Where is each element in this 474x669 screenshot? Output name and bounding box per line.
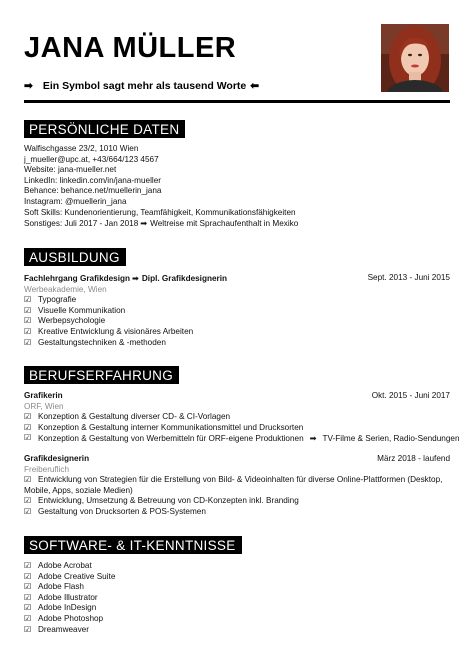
job-title: Grafikerin: [24, 391, 63, 400]
list-item: ☑ Adobe Acrobat: [24, 561, 92, 570]
list-item: ☑ Gestaltung von Drucksorten & POS-Systemen: [24, 506, 206, 516]
list-item: ☑ Visuelle Kommunikation: [24, 305, 126, 315]
checkbox-icon: ☑: [24, 561, 32, 570]
job-title-row: [24, 454, 450, 465]
list-item: ☑ Konzeption & Gestaltung von Werbemitteln für ORF-eigene Produktionen ➡ TV-Filme & Serien, Radio-Sendungen: [24, 433, 460, 444]
checkbox-icon: ☑: [24, 295, 32, 305]
candidate-name: JANA MÜLLER: [24, 32, 237, 64]
right-arrow-icon: ➡: [309, 433, 317, 444]
checkbox-icon: ☑: [24, 422, 32, 432]
list-item: ☑ Werbepsychologie: [24, 316, 106, 326]
list-item: ☑ Adobe Photoshop: [24, 613, 104, 623]
list-item: ☑ Konzeption & Gestaltung diverser CD- & CI-Vorlagen: [24, 412, 231, 422]
checkbox-icon: ☑: [24, 337, 32, 347]
list-item: ☑ Adobe Illustrator: [24, 592, 98, 602]
list-item: ☑ Adobe Creative Suite: [24, 571, 116, 581]
section-heading-experience: BERUFSERFAHRUNG: [24, 366, 179, 384]
right-arrow-icon: ➡: [24, 80, 33, 92]
job-employer: ORF, Wien: [24, 401, 64, 411]
website: Website: jana-mueller.net: [24, 165, 117, 175]
tagline-text: Ein Symbol sagt mehr als tausend Worte: [42, 80, 247, 92]
list-item: ☑ Gestaltungstechniken & -methoden: [24, 337, 166, 347]
checkbox-icon: ☑: [24, 496, 32, 506]
list-item: ☑ Entwicklung von Strategien für die Erstellung von Bild- & Videoinhalten für diverse Online-Plattformen (Desktop,: [24, 475, 443, 485]
checkbox-icon: ☑: [24, 305, 32, 315]
checkbox-icon: ☑: [24, 624, 32, 634]
other-info: [24, 218, 450, 230]
list-item: ☑ Entwicklung, Umsetzung & Betreuung von CD-Konzepten inkl. Branding: [24, 496, 299, 506]
soft-skills: Soft Skills: Kundenorientierung, Teamfähigkeit, Kommunikationsfähigkeiten: [24, 207, 296, 217]
education-entry: [24, 273, 450, 348]
checkbox-icon: ☑: [24, 613, 32, 623]
list-item: ☑ Adobe Flash: [24, 582, 84, 592]
other-text: Weltreise mit Sprachaufenthalt in Mexiko: [150, 219, 299, 229]
checkbox-icon: ☑: [24, 475, 32, 485]
checkbox-icon: ☑: [24, 412, 32, 422]
education-institution: Werbeakademie, Wien: [24, 284, 107, 294]
job-title: Grafikdesignerin: [24, 454, 90, 463]
experience-entry-2: [24, 454, 450, 518]
behance: Behance: behance.net/muellerin_jana: [24, 186, 162, 196]
checkbox-icon: ☑: [24, 433, 32, 443]
job-date: Okt. 2015 - Juni 2017: [371, 391, 450, 400]
education-title-row: [24, 273, 450, 285]
checkbox-icon: ☑: [24, 316, 32, 326]
section-heading-software: SOFTWARE- & IT-KENNTNISSE: [24, 536, 242, 554]
contact-email-phone: j_mueller@upc.at, +43/664/123 4567: [24, 154, 159, 164]
list-item: ☑ Dreamweaver: [24, 624, 89, 634]
list-item: ☑ Typografie: [24, 295, 77, 305]
software-list: [24, 561, 450, 635]
tagline: [24, 80, 259, 92]
checkbox-icon: ☑: [24, 571, 32, 581]
section-heading-education: AUSBILDUNG: [24, 248, 126, 266]
education-date: Sept. 2013 - Juni 2015: [367, 273, 450, 282]
portrait-image: [381, 24, 449, 92]
checkbox-icon: ☑: [24, 592, 32, 602]
other-label: Sonstiges: Juli 2017 - Jan 2018: [24, 219, 139, 229]
experience-entry-1: [24, 391, 460, 445]
checkbox-icon: ☑: [24, 603, 32, 613]
section-heading-personal: PERSÖNLICHE DATEN: [24, 120, 185, 138]
left-arrow-icon: ⬅: [250, 80, 260, 92]
linkedin: LinkedIn: linkedin.com/in/jana-mueller: [24, 175, 161, 185]
address: Walfischgasse 23/2, 1010 Wien: [24, 144, 139, 153]
job-employer: Freiberuflich: [24, 464, 70, 474]
list-item-continuation: Mobile, Apps, soziale Medien): [24, 485, 133, 495]
instagram: Instagram: @muellerin_jana: [24, 196, 127, 206]
job-date: März 2018 - laufend: [377, 454, 450, 463]
list-item: ☑ Adobe InDesign: [24, 603, 97, 613]
header-divider: [24, 100, 450, 103]
right-arrow-icon: ➡: [140, 218, 148, 229]
list-item: ☑ Kreative Entwicklung & visionäres Arbeiten: [24, 326, 194, 336]
profile-photo: [381, 24, 449, 92]
checkbox-icon: ☑: [24, 506, 32, 516]
checkbox-icon: ☑: [24, 582, 32, 592]
right-arrow-icon: ➡: [132, 273, 139, 283]
list-item: ☑ Konzeption & Gestaltung interner Kommunikationsmittel und Drucksorten: [24, 422, 304, 432]
personal-details: [24, 144, 450, 230]
education-title: Fachlehrgang Grafikdesign ➡ Dipl. Grafikdesignerin: [24, 273, 227, 283]
checkbox-icon: ☑: [24, 326, 32, 336]
job-title-row: [24, 391, 450, 402]
